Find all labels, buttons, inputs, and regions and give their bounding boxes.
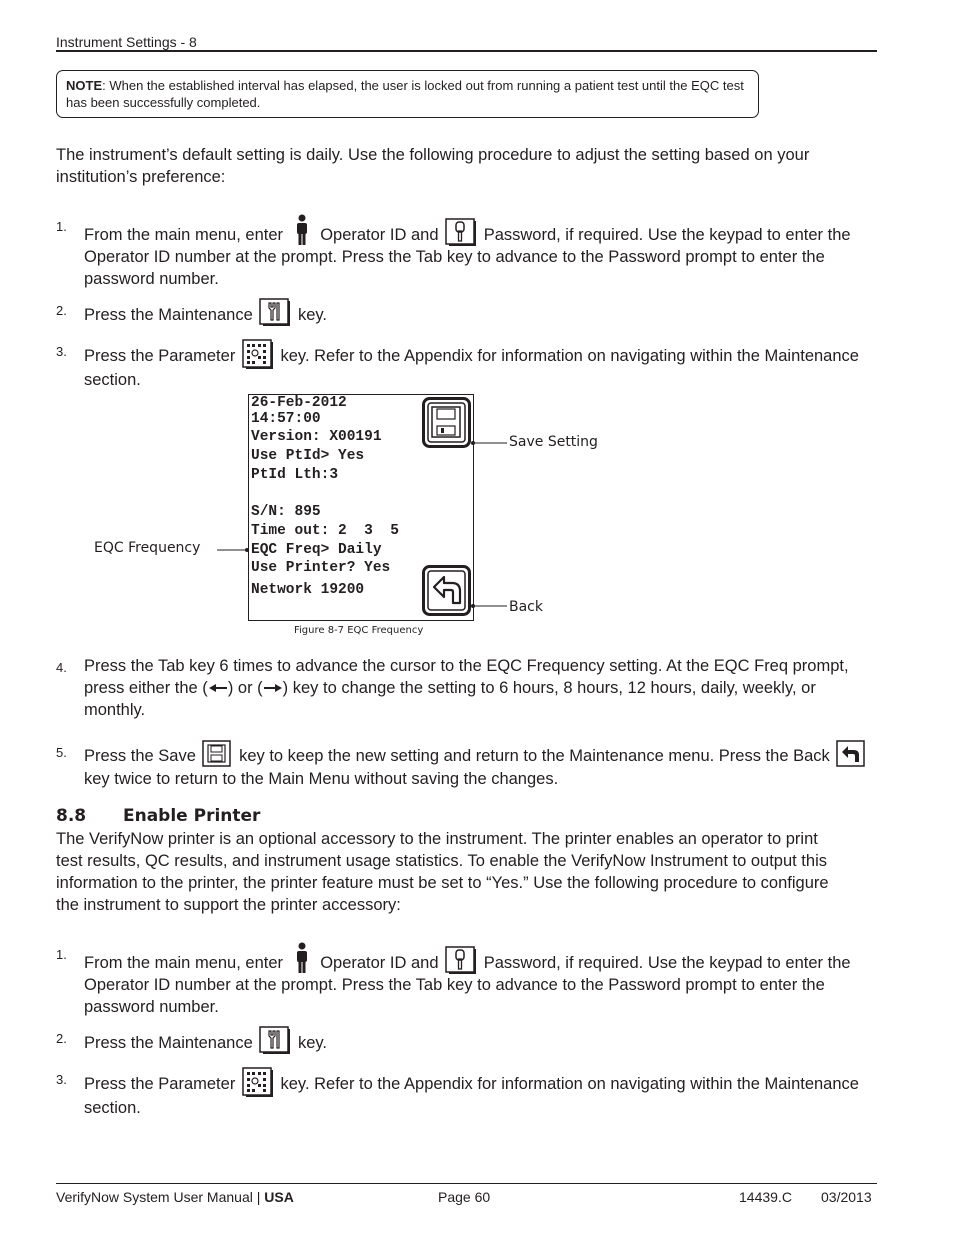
step-text: Press the Save [84, 747, 196, 765]
password-key-icon [445, 218, 477, 246]
parameter-icon [242, 339, 274, 369]
lcd-line: Time out: 2 3 5 [251, 523, 399, 539]
step-text: Password, if required. Use the keypad to enter the Operator ID number at the prompt. Press the Tab key to advance to the Password prompt to enter the password number. [84, 226, 851, 288]
callout-eqc-frequency: EQC Frequency [94, 540, 201, 556]
lcd-line: 26-Feb-2012 [251, 395, 347, 411]
step-number: 1. [56, 219, 67, 234]
step-text: key. [297, 1034, 327, 1052]
figure-caption: Figure 8-7 EQC Frequency [294, 625, 424, 636]
lcd-line: Version: X00191 [251, 429, 382, 445]
step-text: Press the Parameter [84, 347, 236, 365]
step-number: 1. [56, 947, 67, 962]
step-number: 2. [56, 303, 67, 318]
step-text: key twice to return to the Main Menu without saving the changes. [84, 770, 559, 788]
callout-back: Back [509, 599, 543, 615]
lcd-line: 14:57:00 [251, 411, 321, 427]
parameter-icon [242, 1067, 274, 1097]
lcd-line: Network 19200 [251, 582, 365, 598]
lcd-line: Use PtId> Yes [251, 448, 365, 464]
operator-icon [290, 214, 314, 246]
header-rule [56, 50, 877, 52]
lcd-line: S/N: 895 [251, 504, 321, 520]
footer-manual [56, 1189, 294, 1205]
step-text: key. Refer to the Appendix for information on navigating within the Maintenance section. [84, 1075, 859, 1117]
callout-save-setting: Save Setting [509, 434, 598, 450]
footer-region: USA [264, 1189, 294, 1205]
section-paragraph: The VerifyNow printer is an optional accessory to the instrument. The printer enables an operator to print test results, QC results, and instrument usage statistics. To enable the VerifyNow Instrument to output this information to the printer, the printer feature must be set to “Yes.” Use the following procedure to configure the instrument to support the printer accessory: [56, 830, 829, 914]
step-text: key. Refer to the Appendix for information on navigating within the Maintenance section. [84, 347, 859, 389]
step-text: ) or ( [227, 679, 263, 697]
footer-doc-number: 14439.C [739, 1189, 792, 1205]
footer-date: 03/2013 [821, 1189, 872, 1205]
step-text: Operator ID and [320, 954, 439, 972]
lcd-line: EQC Freq> Daily [251, 542, 382, 558]
left-arrow-icon [208, 683, 228, 693]
step-text: Press the Tab key 6 times to advance the cursor to the EQC Frequency setting. At the EQC Freq prompt, press either the ( [84, 657, 849, 697]
step-text: ) key to change the setting to 6 hours, 8 hours, 12 hours, daily, weekly, or monthly. [84, 679, 816, 719]
lcd-line: Use Printer? Yes [251, 560, 391, 576]
back-icon [836, 740, 866, 768]
maintenance-icon [259, 1026, 291, 1054]
step-number: 3. [56, 344, 67, 359]
right-arrow-icon [263, 683, 283, 693]
section-number: 8.8 [56, 806, 87, 826]
step-text: Press the Parameter [84, 1075, 236, 1093]
step-text: Press the Maintenance [84, 1034, 253, 1052]
step-text: key. [297, 306, 327, 324]
step-number: 2. [56, 1031, 67, 1046]
footer-manual-title: VerifyNow System User Manual | [56, 1189, 265, 1205]
note-text: : When the established interval has elapsed, the user is locked out from running a patient test until the EQC test has been successfully completed. [66, 78, 744, 110]
step-text: Operator ID and [320, 226, 439, 244]
operator-icon [290, 942, 314, 974]
note-box [56, 70, 759, 118]
intro-paragraph: The instrument’s default setting is daily. Use the following procedure to adjust the setting based on your institution’s preference: [56, 146, 810, 186]
step-text: From the main menu, enter [84, 954, 283, 972]
step-text: Password, if required. Use the keypad to enter the Operator ID number at the prompt. Press the Tab key to advance to the Password prompt to enter the password number. [84, 954, 851, 1016]
step-number: 5. [56, 745, 67, 760]
footer-page: Page 60 [438, 1189, 491, 1205]
step-text: From the main menu, enter [84, 226, 283, 244]
save-icon [202, 740, 232, 768]
lcd-line: PtId Lth:3 [251, 467, 339, 483]
maintenance-icon [259, 298, 291, 326]
callout-lines [210, 430, 510, 615]
step-number: 4. [56, 660, 67, 675]
section-title: Enable Printer [123, 806, 261, 826]
note-label: NOTE [66, 78, 103, 93]
step-number: 3. [56, 1072, 67, 1087]
footer-rule [56, 1183, 877, 1184]
step-text: Press the Maintenance [84, 306, 253, 324]
section-heading [56, 806, 260, 826]
page-header: Instrument Settings - 8 [56, 34, 197, 50]
step-text: key to keep the new setting and return to the Maintenance menu. Press the Back [239, 747, 830, 765]
password-key-icon [445, 946, 477, 974]
